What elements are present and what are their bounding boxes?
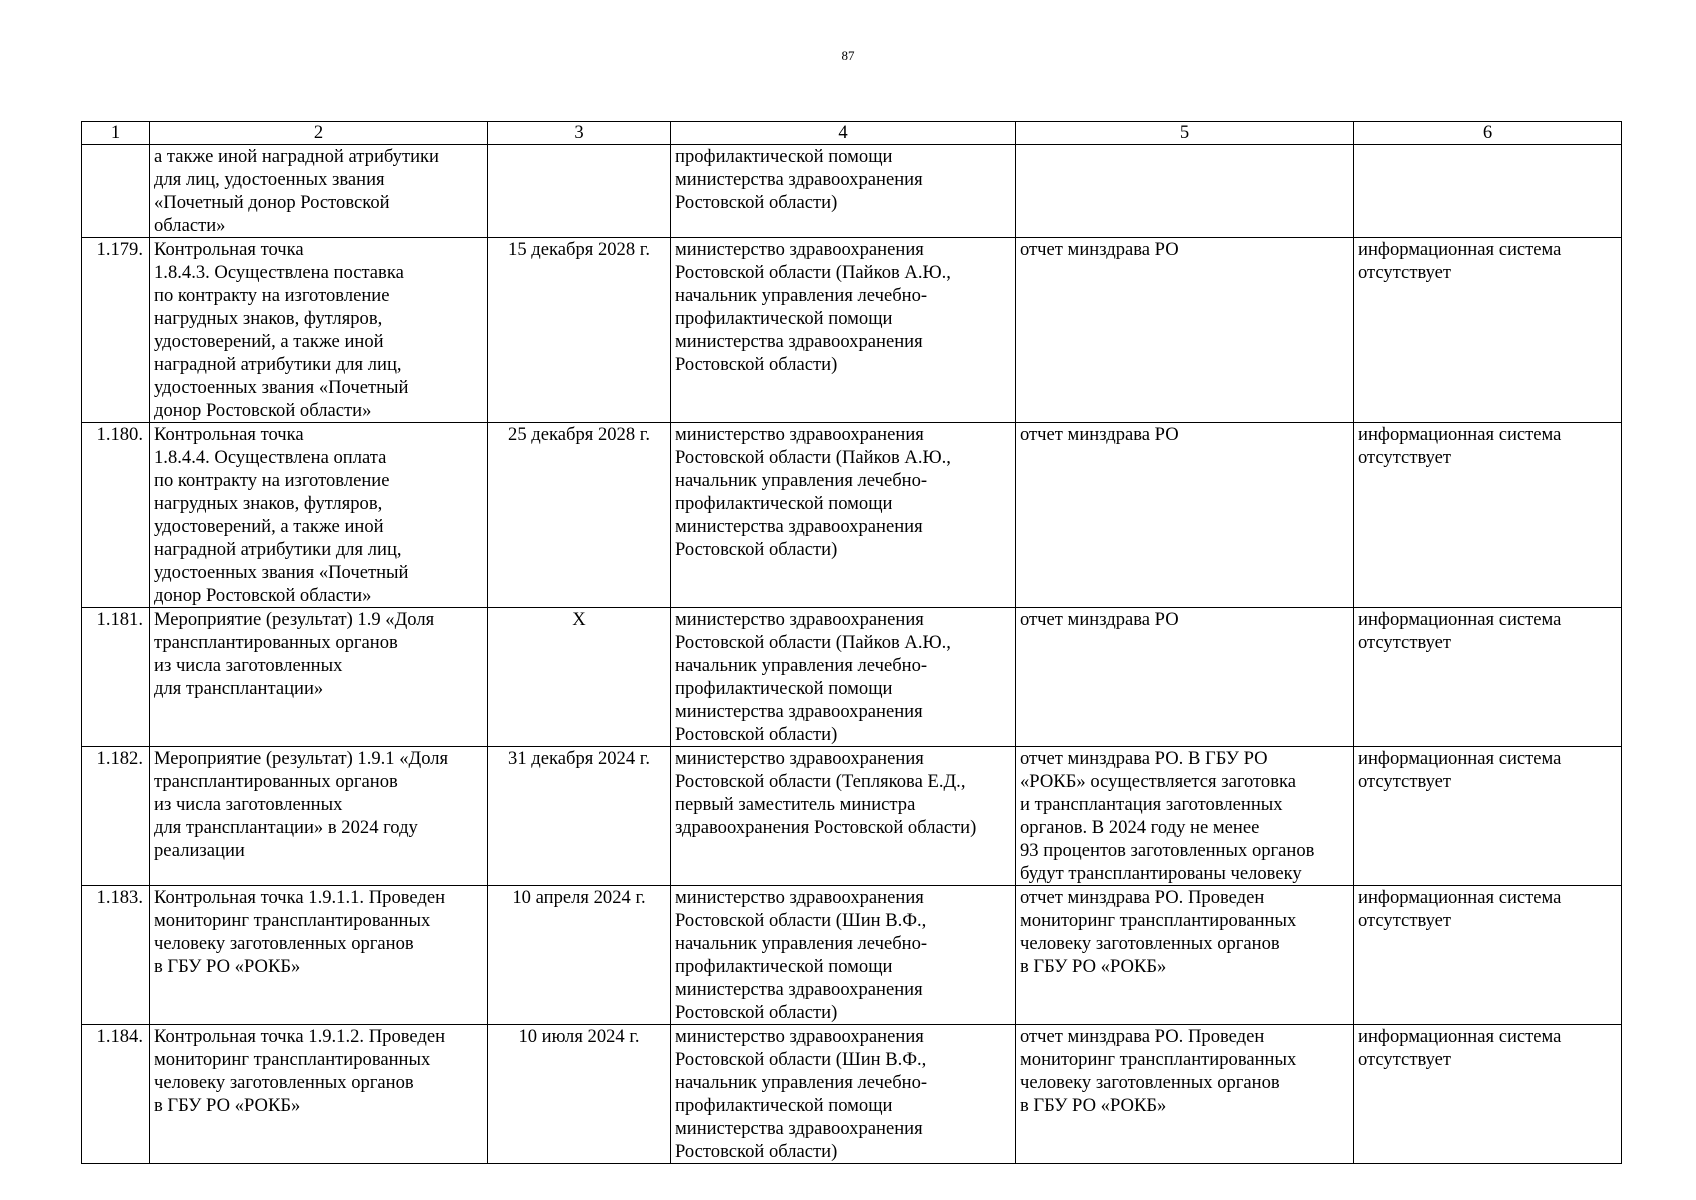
header-cell-1: 1 (82, 122, 150, 145)
result-document-cell (1016, 1025, 1354, 1164)
responsible-cell-text: профилактической помощи министерства здравоохранения Ростовской области) (675, 146, 923, 213)
information-system-cell-text: информационная система отсутствует (1358, 887, 1562, 931)
plan-table (81, 121, 1622, 1164)
deadline-cell (488, 145, 671, 238)
responsible-cell (671, 238, 1016, 423)
responsible-cell (671, 423, 1016, 608)
responsible-cell-text: министерство здравоохранения Ростовской области (Пайков А.Ю., начальник управления лечебно- профилактической помощи министерства здравоохранения Ростовской области) (675, 609, 951, 745)
responsible-cell-text: министерство здравоохранения Ростовской области (Шин В.Ф., начальник управления лечебно- профилактической помощи министерства здравоохранения Ростовской области) (675, 887, 928, 1023)
row-number-cell-text: 1.182. (96, 748, 143, 769)
table-row (82, 1025, 1622, 1164)
event-name-cell-text: Контрольная точка 1.9.1.2. Проведен мониторинг трансплантированных человеку заготовленных органов в ГБУ РО «РОКБ» (154, 1026, 446, 1116)
table-row (82, 423, 1622, 608)
table-row (82, 238, 1622, 423)
responsible-cell-text: министерство здравоохранения Ростовской области (Пайков А.Ю., начальник управления лечебно- профилактической помощи министерства здравоохранения Ростовской области) (675, 239, 951, 375)
table-row (82, 608, 1622, 747)
page-number: 87 (841, 48, 855, 63)
responsible-cell (671, 886, 1016, 1025)
responsible-cell-text: министерство здравоохранения Ростовской области (Теплякова Е.Д., первый заместитель министра здравоохранения Ростовской области) (675, 748, 977, 838)
row-number-cell-text: 1.183. (96, 887, 143, 908)
row-number-cell (82, 747, 150, 886)
table-header-row (82, 122, 1622, 145)
event-name-cell-text: а также иной наградной атрибутики для лиц, удостоенных звания «Почетный донор Ростовской области» (154, 146, 440, 236)
information-system-cell (1354, 423, 1622, 608)
information-system-cell (1354, 238, 1622, 423)
header-cell-3: 3 (488, 122, 671, 145)
event-name-cell (150, 423, 488, 608)
deadline-cell (488, 423, 671, 608)
header-cell-6: 6 (1354, 122, 1622, 145)
table-body (82, 122, 1622, 1164)
deadline-cell (488, 886, 671, 1025)
row-number-cell-text: 1.181. (96, 609, 143, 630)
responsible-cell (671, 1025, 1016, 1164)
row-number-cell-text: 1.179. (96, 239, 143, 260)
header-cell-4: 4 (671, 122, 1016, 145)
responsible-cell-text: министерство здравоохранения Ростовской области (Шин В.Ф., начальник управления лечебно- профилактической помощи министерства здравоохранения Ростовской области) (675, 1026, 928, 1162)
event-name-cell-text: Мероприятие (результат) 1.9.1 «Доля трансплантированных органов из числа заготовленных для трансплантации» в 2024 году реализации (154, 748, 449, 861)
information-system-cell (1354, 145, 1622, 238)
result-document-cell-text: отчет минздрава РО (1020, 424, 1179, 445)
event-name-cell-text: Контрольная точка 1.8.4.4. Осуществлена оплата по контракту на изготовление нагрудных знаков, футляров, удостоверений, а также иной наградной атрибутики для лиц, удостоенных звания «Почетный донор Ростовской области» (154, 424, 409, 606)
responsible-cell (671, 608, 1016, 747)
result-document-cell-text: отчет минздрава РО. Проведен мониторинг трансплантированных человеку заготовленных органов в ГБУ РО «РОКБ» (1020, 1026, 1297, 1116)
table-row (82, 747, 1622, 886)
header-cell-5: 5 (1016, 122, 1354, 145)
information-system-cell-text: информационная система отсутствует (1358, 609, 1562, 653)
deadline-cell (488, 1025, 671, 1164)
deadline-cell-text: 10 июля 2024 г. (518, 1026, 640, 1047)
information-system-cell (1354, 886, 1622, 1025)
event-name-cell (150, 1025, 488, 1164)
responsible-cell-text: министерство здравоохранения Ростовской области (Пайков А.Ю., начальник управления лечебно- профилактической помощи министерства здравоохранения Ростовской области) (675, 424, 951, 560)
deadline-cell (488, 238, 671, 423)
event-name-cell-text: Контрольная точка 1.8.4.3. Осуществлена поставка по контракту на изготовление нагрудных знаков, футляров, удостоверений, а также иной наградной атрибутики для лиц, удостоенных звания «Почетный донор Ростовской области» (154, 239, 409, 421)
result-document-cell-text: отчет минздрава РО. Проведен мониторинг трансплантированных человеку заготовленных органов в ГБУ РО «РОКБ» (1020, 887, 1297, 977)
event-name-cell (150, 886, 488, 1025)
result-document-cell (1016, 145, 1354, 238)
row-number-cell (82, 238, 150, 423)
deadline-cell-text: X (572, 609, 586, 630)
event-name-cell (150, 145, 488, 238)
deadline-cell-text: 31 декабря 2024 г. (508, 748, 650, 769)
event-name-cell-text: Мероприятие (результат) 1.9 «Доля трансплантированных органов из числа заготовленных для трансплантации» (154, 609, 435, 699)
event-name-cell (150, 238, 488, 423)
information-system-cell (1354, 1025, 1622, 1164)
row-number-cell (82, 145, 150, 238)
responsible-cell (671, 145, 1016, 238)
table-row (82, 886, 1622, 1025)
deadline-cell (488, 747, 671, 886)
result-document-cell (1016, 238, 1354, 423)
row-number-cell-text: 1.180. (96, 424, 143, 445)
result-document-cell (1016, 886, 1354, 1025)
event-name-cell (150, 747, 488, 886)
row-number-cell-text: 1.184. (96, 1026, 143, 1047)
row-number-cell (82, 423, 150, 608)
result-document-cell-text: отчет минздрава РО (1020, 609, 1179, 630)
deadline-cell-text: 10 апреля 2024 г. (512, 887, 646, 908)
row-number-cell (82, 608, 150, 747)
information-system-cell-text: информационная система отсутствует (1358, 748, 1562, 792)
result-document-cell (1016, 608, 1354, 747)
event-name-cell-text: Контрольная точка 1.9.1.1. Проведен мониторинг трансплантированных человеку заготовленных органов в ГБУ РО «РОКБ» (154, 887, 446, 977)
result-document-cell-text: отчет минздрава РО. В ГБУ РО «РОКБ» осуществляется заготовка и трансплантация заготовленных органов. В 2024 году не менее 93 процентов заготовленных органов будут трансплантированы человеку (1020, 748, 1315, 884)
responsible-cell (671, 747, 1016, 886)
information-system-cell-text: информационная система отсутствует (1358, 239, 1562, 283)
information-system-cell-text: информационная система отсутствует (1358, 1026, 1562, 1070)
row-number-cell (82, 1025, 150, 1164)
deadline-cell-text: 15 декабря 2028 г. (508, 239, 650, 260)
event-name-cell (150, 608, 488, 747)
table-row (82, 145, 1622, 238)
result-document-cell (1016, 747, 1354, 886)
result-document-cell (1016, 423, 1354, 608)
row-number-cell (82, 886, 150, 1025)
information-system-cell (1354, 747, 1622, 886)
information-system-cell-text: информационная система отсутствует (1358, 424, 1562, 468)
result-document-cell-text: отчет минздрава РО (1020, 239, 1179, 260)
header-cell-2: 2 (150, 122, 488, 145)
information-system-cell (1354, 608, 1622, 747)
deadline-cell-text: 25 декабря 2028 г. (508, 424, 650, 445)
deadline-cell (488, 608, 671, 747)
